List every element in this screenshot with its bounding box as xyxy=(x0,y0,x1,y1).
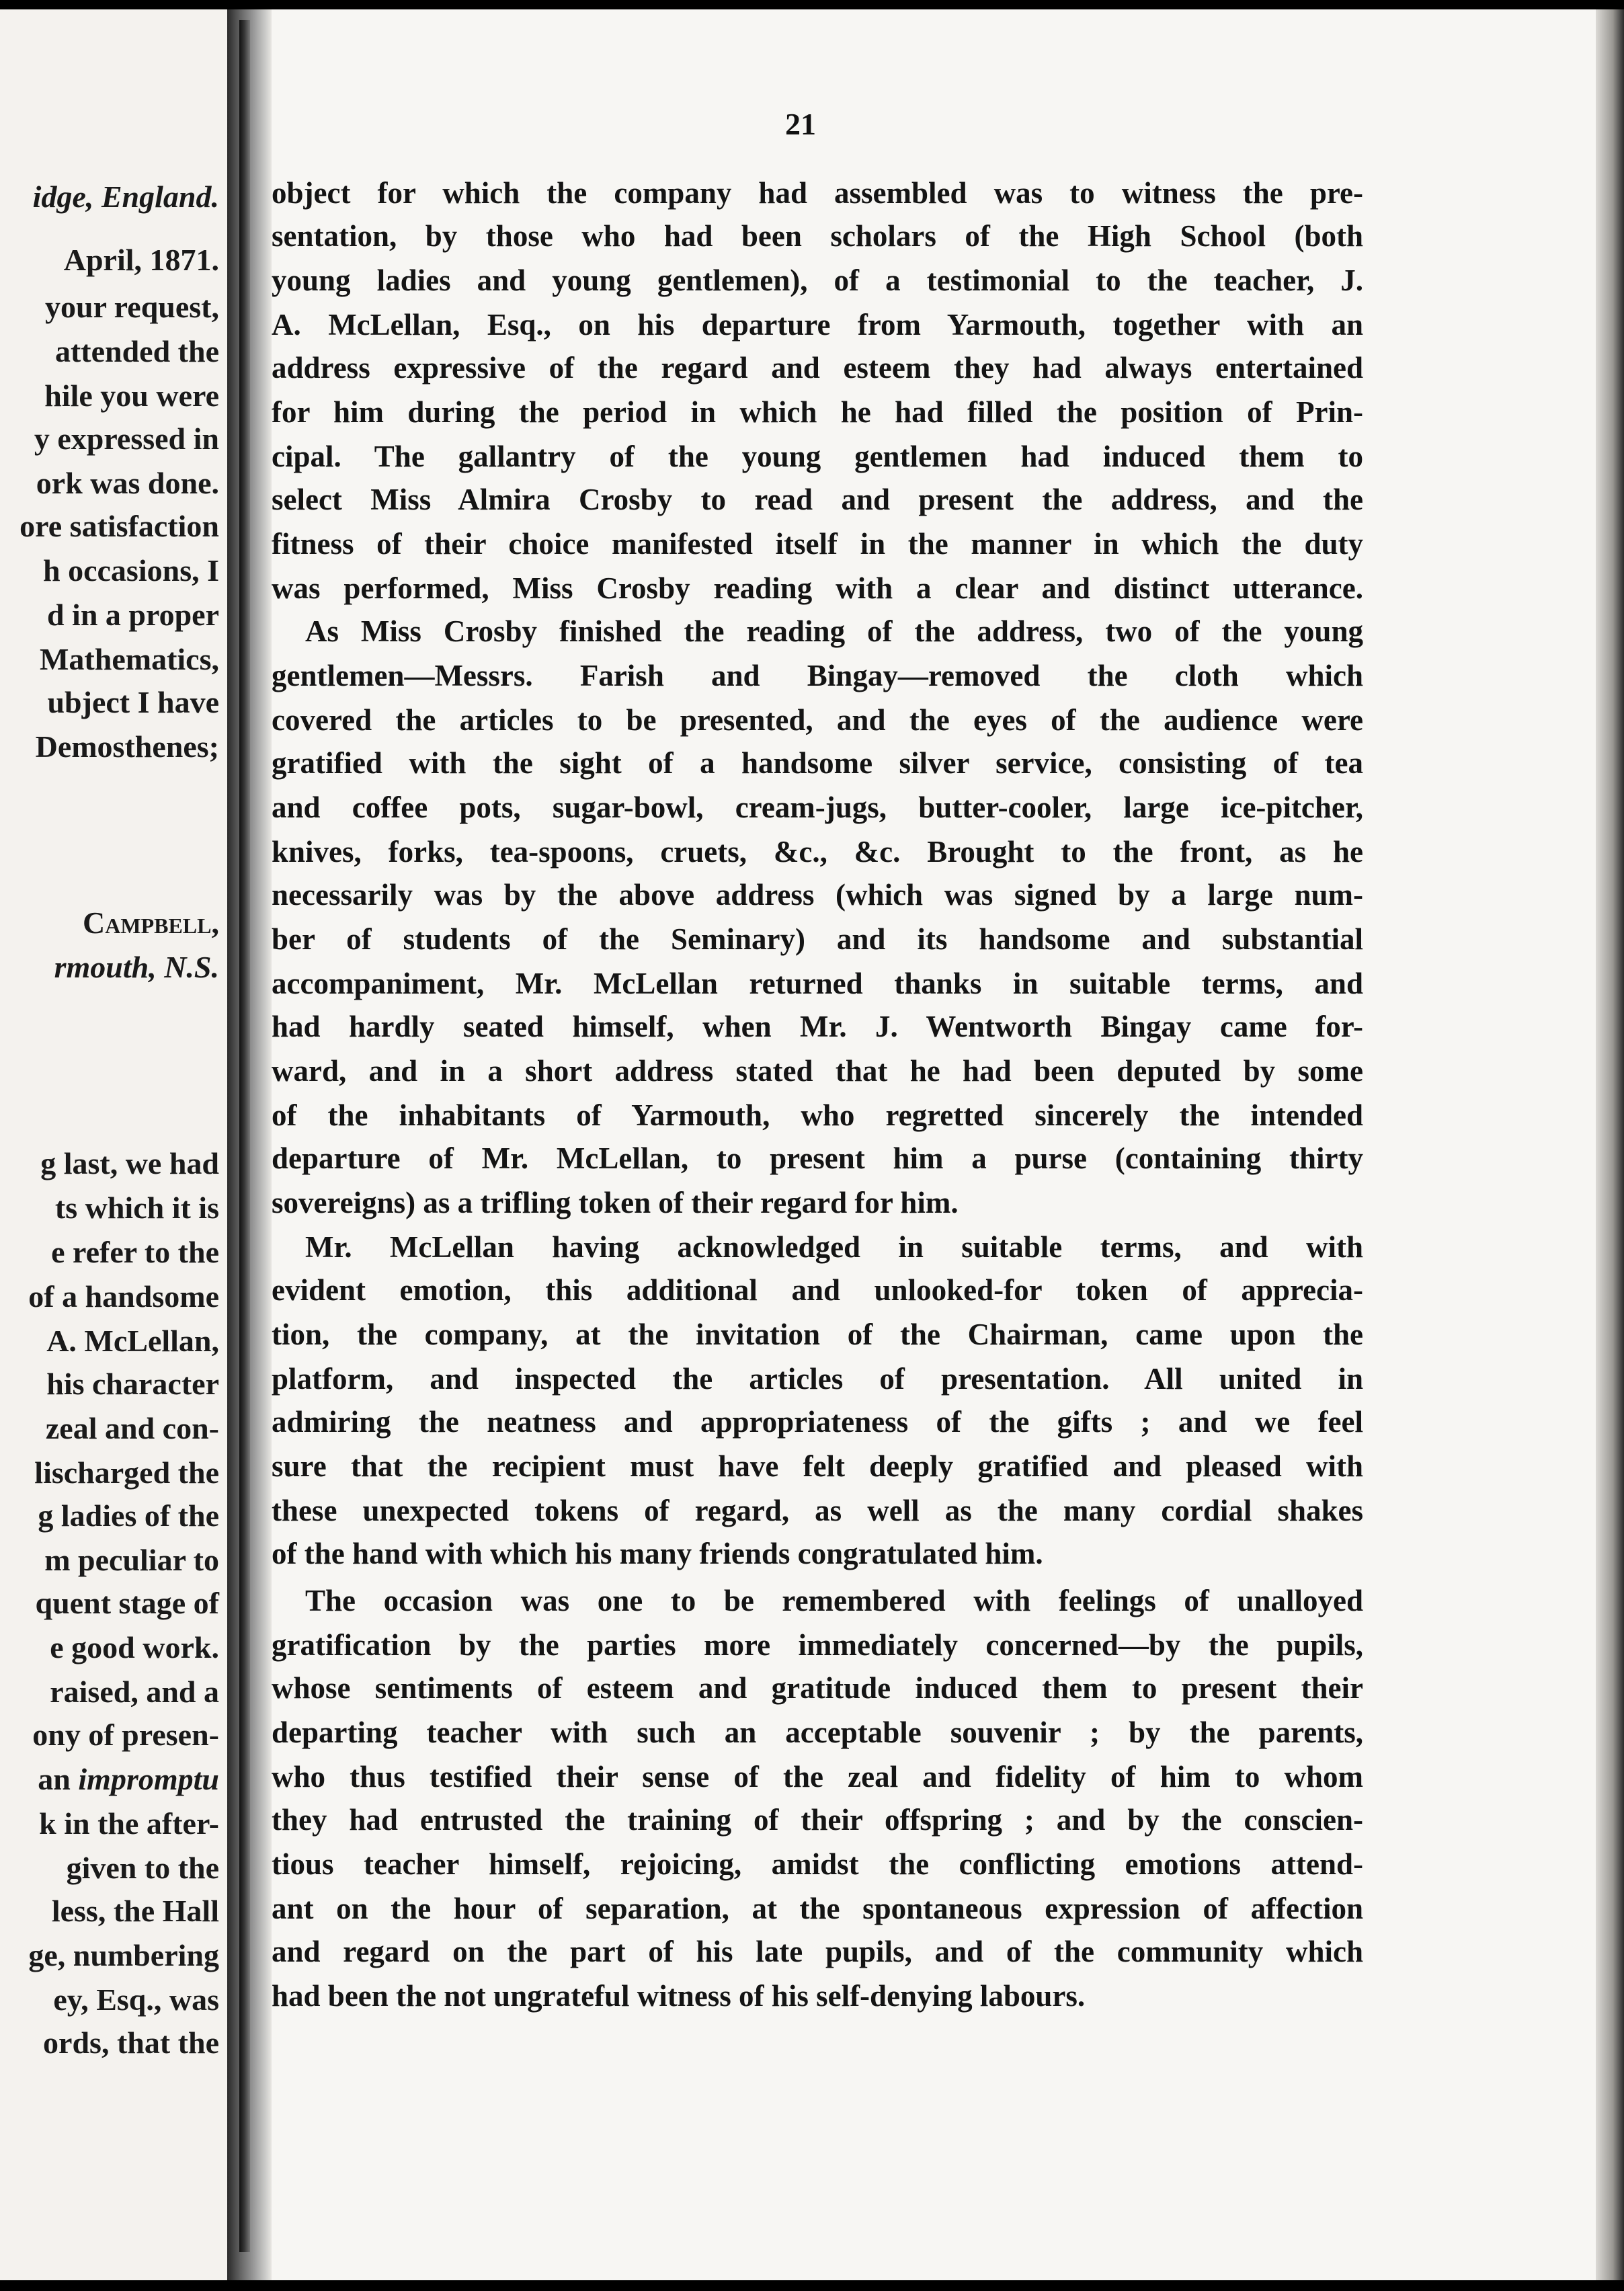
left-line: April, 1871. xyxy=(63,243,219,277)
left-line: e refer to the xyxy=(51,1235,219,1269)
text-line: departure of Mr. McLellan, to present him a purse (containing thirty xyxy=(272,1141,1363,1175)
text-line: ward, and in a short address stated that he had been deputed by some xyxy=(272,1054,1363,1088)
text-line: had been the not ungrateful witness of his self-denying labours. xyxy=(272,1979,1086,2013)
text-line: A. McLellan, Esq., on his departure from Yarmouth, together with an xyxy=(272,308,1363,341)
left-line: m peculiar to xyxy=(44,1543,219,1577)
text-line: they had entrusted the training of their offspring ; and by the conscien- xyxy=(272,1803,1363,1837)
left-line: of a handsome xyxy=(28,1279,219,1314)
text-line: address expressive of the regard and esteem they had always entertained xyxy=(272,351,1363,385)
left-line: ubject I have xyxy=(47,685,219,719)
left-line: quent stage of xyxy=(35,1586,219,1620)
text-line: accompaniment, Mr. McLellan returned thanks in suitable terms, and xyxy=(272,967,1363,1000)
left-line: d in a proper xyxy=(46,598,219,632)
left-line: Mathematics, xyxy=(40,642,219,676)
text-line: sentation, by those who had been scholars of the High School (both xyxy=(272,219,1363,253)
text-line: gratified with the sight of a handsome silver service, consisting of tea xyxy=(272,746,1363,780)
text-line: covered the articles to be presented, and the eyes of the audience were xyxy=(272,703,1363,737)
text-line: sovereigns) as a trifling token of their regard for him. xyxy=(272,1186,959,1219)
text-line: and coffee pots, sugar-bowl, cream-jugs, butter-cooler, large ice-pitcher, xyxy=(272,791,1363,824)
text-line: gratification by the parties more immediately concerned—by the pupils, xyxy=(272,1628,1363,1662)
text-line: platform, and inspected the articles of presentation. All united in xyxy=(272,1362,1363,1396)
left-line: ords, that the xyxy=(43,2025,219,2060)
left-line: ore satisfaction xyxy=(19,509,219,543)
left-line: y expressed in xyxy=(34,421,219,456)
text-line: knives, forks, tea-spoons, cruets, &c., &c. Brought to the front, as he xyxy=(272,835,1363,869)
text-line: who thus testified their sense of the zeal and fidelity of him to whom xyxy=(272,1760,1363,1794)
left-line: ge, numbering xyxy=(28,1938,219,1972)
text-line: of the hand with which his many friends congratulated him. xyxy=(272,1537,1043,1570)
page-edge xyxy=(1596,9,1624,2280)
text-line: The occasion was one to be remembered with feelings of unalloyed xyxy=(305,1584,1363,1617)
text-line: Mr. McLellan having acknowledged in suitable terms, and with xyxy=(305,1230,1363,1264)
left-line: Campbell, xyxy=(83,906,219,940)
left-line: less, the Hall xyxy=(51,1894,219,1928)
italic-word: impromptu xyxy=(78,1762,219,1796)
text-line: young ladies and young gentlemen), of a testimonial to the teacher, J. xyxy=(272,264,1363,297)
left-line: your request, xyxy=(45,290,219,324)
text-line: fitness of their choice manifested itself in the manner in which the duty xyxy=(272,527,1363,561)
left-line: ork was done. xyxy=(36,466,219,500)
text-line: admiring the neatness and appropriateness of the gifts ; and we feel xyxy=(272,1405,1363,1439)
left-line: ony of presen- xyxy=(32,1718,219,1752)
text-line: sure that the recipient must have felt deeply gratified and pleased with xyxy=(272,1449,1363,1483)
left-line: an impromptu xyxy=(38,1762,219,1796)
left-line: A. McLellan, xyxy=(46,1324,219,1358)
text-line: select Miss Almira Crosby to read and present the address, and the xyxy=(272,483,1363,516)
text-line: gentlemen—Messrs. Farish and Bingay—removed the cloth which xyxy=(272,659,1363,692)
left-line: raised, and a xyxy=(50,1675,219,1709)
text-line: of the inhabitants of Yarmouth, who regretted sincerely the intended xyxy=(272,1098,1363,1132)
left-line: hile you were xyxy=(44,378,219,413)
previous-page-fragment xyxy=(0,9,227,2280)
left-line: g ladies of the xyxy=(38,1498,219,1533)
text-line: ant on the hour of separation, at the spontaneous expression of affection xyxy=(272,1892,1363,1925)
text-line: As Miss Crosby finished the reading of the address, two of the young xyxy=(305,614,1363,648)
text-line: whose sentiments of esteem and gratitude induced them to present their xyxy=(272,1671,1363,1705)
left-line: e good work. xyxy=(50,1630,219,1664)
left-line: k in the after- xyxy=(39,1806,219,1841)
text-line: tious teacher himself, rejoicing, amidst the conflicting emotions attend- xyxy=(272,1847,1363,1881)
text-line: cipal. The gallantry of the young gentlemen had induced them to xyxy=(272,440,1363,473)
text-line: departing teacher with such an acceptable souvenir ; by the parents, xyxy=(272,1716,1363,1749)
text-line: ber of students of the Seminary) and its handsome and substantial xyxy=(272,922,1363,956)
left-line: g last, we had xyxy=(40,1146,219,1180)
left-line: ey, Esq., was xyxy=(53,1982,219,2017)
left-line: idge, England. xyxy=(32,179,219,214)
text-line: for him during the period in which he had filled the position of Prin- xyxy=(272,395,1363,429)
text-line: tion, the company, at the invitation of the Chairman, came upon the xyxy=(272,1318,1363,1351)
left-line: h occasions, I xyxy=(43,553,219,588)
left-line: rmouth, N.S. xyxy=(54,950,219,984)
text-line: was performed, Miss Crosby reading with a clear and distinct utterance. xyxy=(272,571,1363,605)
text-line: and regard on the part of his late pupils, and of the community which xyxy=(272,1935,1363,1968)
left-line: given to the xyxy=(66,1851,219,1885)
text-line: object for which the company had assembled was to witness the pre- xyxy=(272,176,1363,210)
left-line: ts which it is xyxy=(54,1191,219,1225)
text-line: necessarily was by the above address (which was signed by a large num- xyxy=(272,878,1363,912)
text-line: evident emotion, this additional and unlooked-for token of apprecia- xyxy=(272,1273,1363,1307)
left-line: lischarged the xyxy=(34,1455,219,1490)
binding-shadow xyxy=(239,20,250,2252)
text-line: these unexpected tokens of regard, as well as the many cordial shakes xyxy=(272,1494,1363,1527)
left-line: attended the xyxy=(54,334,219,368)
text-line: had hardly seated himself, when Mr. J. Wentworth Bingay came for- xyxy=(272,1010,1363,1043)
left-line: zeal and con- xyxy=(45,1411,219,1445)
page-number: 21 xyxy=(785,107,816,141)
left-line: his character xyxy=(46,1367,219,1401)
left-line: Demosthenes; xyxy=(35,729,219,764)
